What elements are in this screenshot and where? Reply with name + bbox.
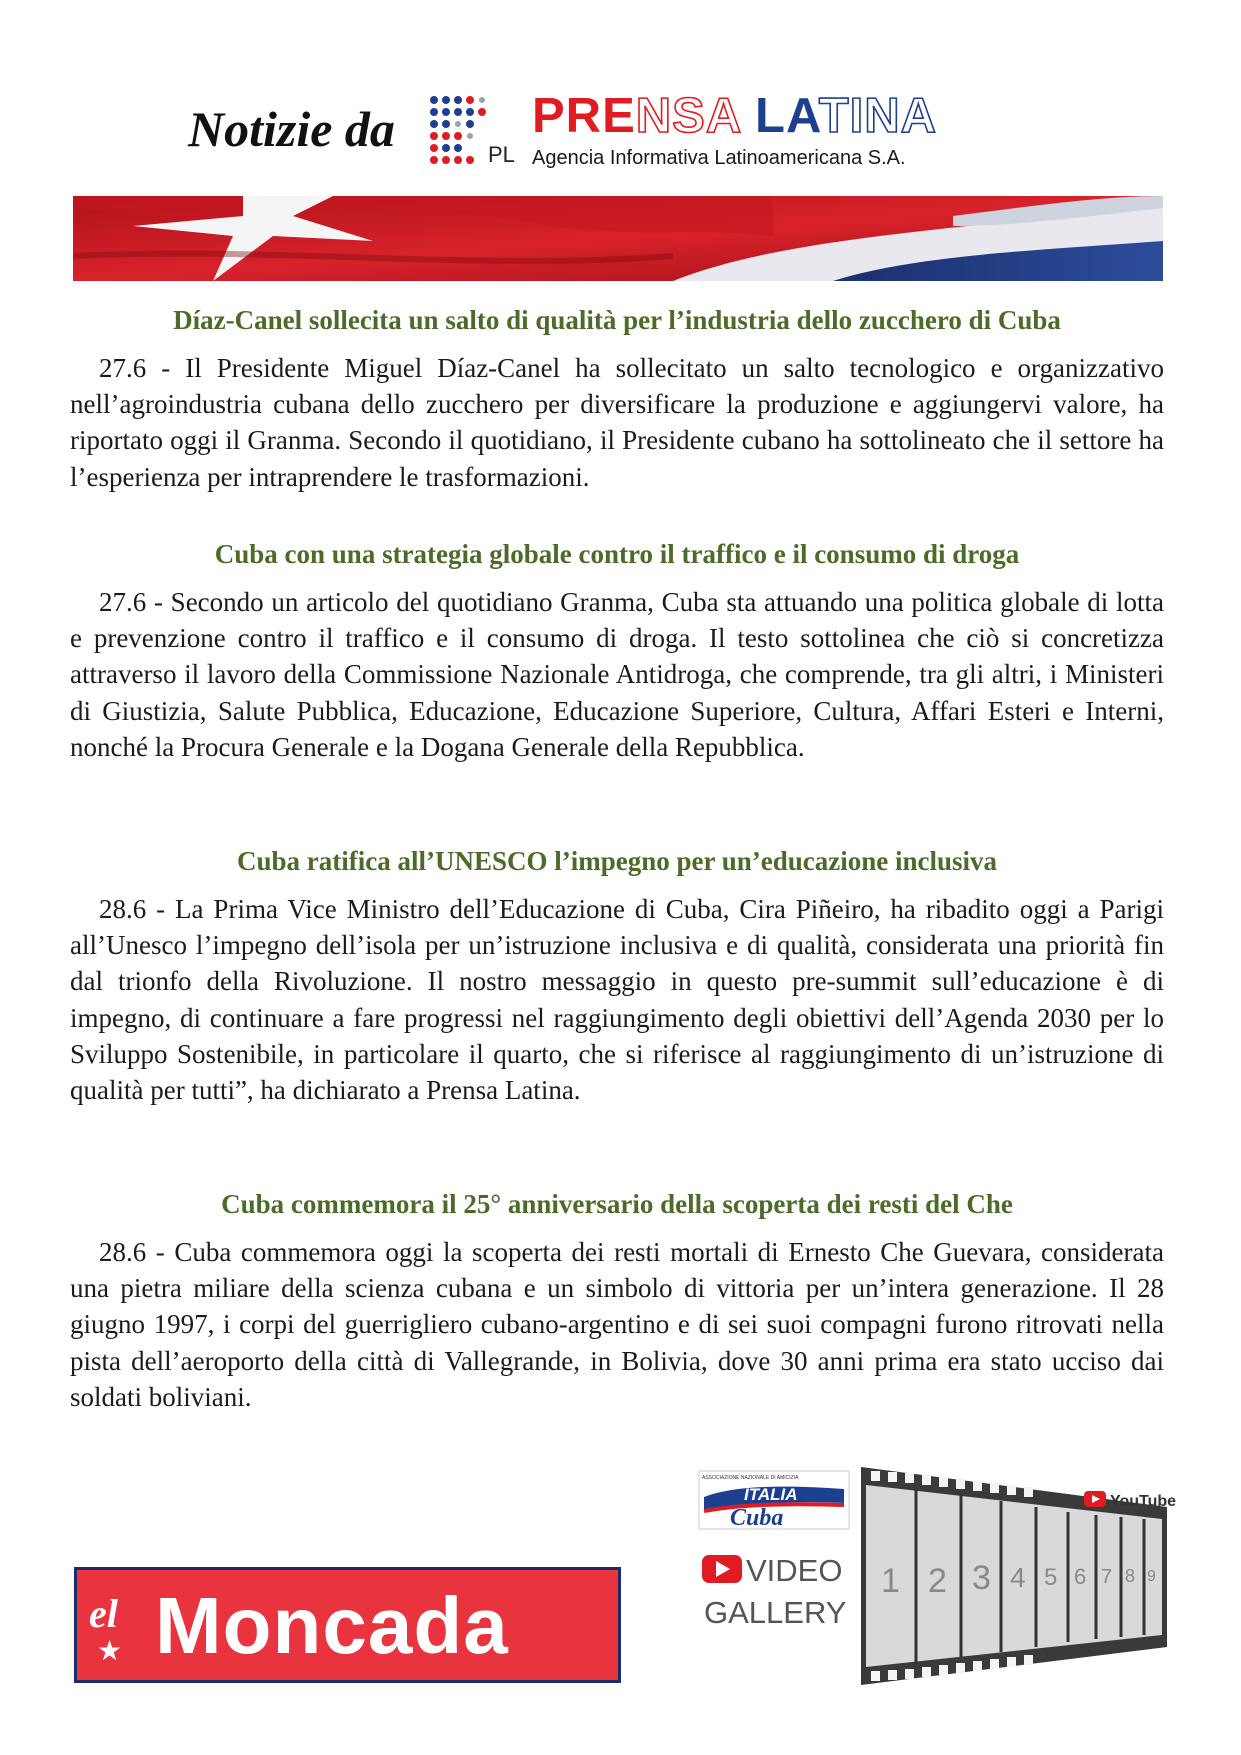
film-number: 4: [1010, 1562, 1026, 1593]
article-body: 28.6 - La Prima Vice Ministro dell’Educazione di Cuba, Cira Piñeiro, ha ribadito oggi a Parigi all’Unesco l’impegno dell’isola per un’istruzione inclusiva e di qualità, considerata una priorità fin dal trionfo della Rivoluzione. Il nostro messaggio in questo pre-summit sull’educazione è di impegno, di continuare a fare progressi nel raggiungimento degli obiettivi dell’Agenda 2030 per lo Sviluppo Sostenibile, in particolare il quarto, che si riferisce al raggiungimento di un’istruzione di qualità per tutti”, ha dichiarato a Prensa Latina.: [70, 894, 1164, 1106]
assoc-label: ASSOCIAZIONE NAZIONALE DI AMICIZIA: [702, 1475, 799, 1481]
film-number: 2: [928, 1562, 947, 1600]
film-number: 6: [1074, 1564, 1087, 1589]
youtube-label: YouTube: [1110, 1493, 1177, 1510]
moncada-wordmark: Moncada: [155, 1581, 509, 1670]
film-number: 1: [881, 1562, 900, 1600]
article-body: 27.6 - Il Presidente Miguel Díaz-Canel ha sollecitato un salto tecnologico e organizzativo nell’agroindustria cubana dello zucchero per diversificare la produzione e aggiungervi valore, ha riportato oggi il Granma. Secondo il quotidiano, il Presidente cubano ha sottolineato che il settore ha l’esperienza per intraprendere le trasformazioni.: [70, 353, 1164, 492]
notizie-da-label: Notizie da: [188, 101, 395, 157]
video-label: VIDEO: [746, 1553, 843, 1588]
article-body: 28.6 - Cuba commemora oggi la scoperta dei resti mortali di Ernesto Che Guevara, considerata una pietra miliare della scienza cubana e un simbolo di vittoria per un’intera generazione. Il 28 giugno 1997, i corpi del guerrigliero cubano-argentino e di sei suoi compagni furono ritrovati nella pista dell’aeroporto della città di Vallegrande, in Bolivia, dove 30 anni prima era stato ucciso dai soldati boliviani.: [70, 1237, 1164, 1412]
film-number: 3: [972, 1559, 991, 1597]
article-headline: Cuba con una strategia globale contro il traffico e il consumo di droga: [214, 539, 1020, 569]
article-unesco-education: [70, 846, 1164, 1108]
film-number: 7: [1101, 1566, 1113, 1588]
moncada-el: el: [89, 1591, 118, 1636]
prensa-latina-dots-logo: [428, 94, 528, 172]
article-che-remains: [70, 1189, 1164, 1415]
cuban-flag-banner: [73, 196, 1163, 281]
film-number: 9: [1147, 1568, 1156, 1585]
agency-subtitle: Agencia Informativa Latinoamericana S.A.: [532, 147, 906, 169]
masthead: [0, 0, 1241, 195]
article-body: 27.6 - Secondo un articolo del quotidiano Granma, Cuba sta attuando una politica globale di lotta e prevenzione contro il traffico e il consumo di droga. Il testo sottolinea che ciò si concretizza attraverso il lavoro della Commissione Nazionale Antidroga, che comprende, tra gli altri, i Ministeri di Giustizia, Salute Pubblica, Educazione, Educazione Superiore, Cultura, Affari Esteri e Interni, nonché la Procura Generale e la Dogana Generale della Repubblica.: [70, 587, 1164, 762]
article-headline: Cuba ratifica all’UNESCO l’impegno per un’educazione inclusiva: [236, 846, 998, 876]
italia-wordmark: ITALIA: [744, 1485, 798, 1504]
pl-mark: PL: [488, 142, 515, 167]
article-headline: Cuba commemora il 25° anniversario della scoperta dei resti del Che: [221, 1189, 1013, 1219]
prensa-latina-wordmark: PRENSA LATINA: [532, 89, 938, 143]
film-number: 8: [1125, 1566, 1136, 1586]
cuba-wordmark: Cuba: [730, 1505, 784, 1531]
film-number: 5: [1044, 1564, 1058, 1591]
star-icon: ★: [97, 1634, 123, 1667]
article-headline: Díaz-Canel sollecita un salto di qualità per l’industria dello zucchero di Cuba: [173, 305, 1061, 335]
article-drug-strategy: [70, 539, 1164, 765]
video-gallery-banner[interactable]: [696, 1467, 1177, 1685]
gallery-label: GALLERY: [704, 1595, 847, 1630]
el-moncada-logo[interactable]: [74, 1567, 621, 1683]
article-sugar-industry: [70, 305, 1164, 495]
